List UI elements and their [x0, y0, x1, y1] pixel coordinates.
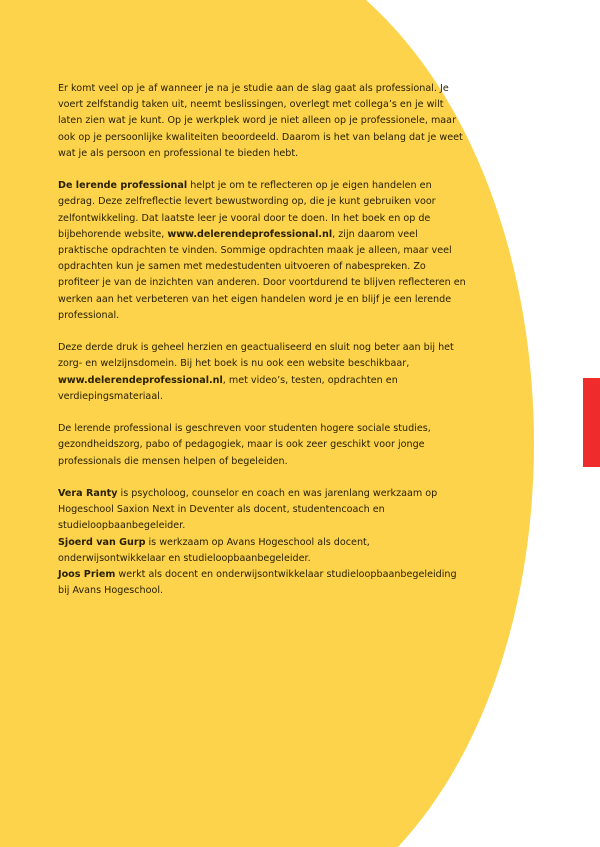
back-cover-text — [58, 81, 468, 599]
red-side-tab — [583, 378, 600, 467]
author-bio — [58, 567, 468, 599]
audience-paragraph: De lerende professional is geschreven voor studenten hogere sociale studies, gezondheidszorg, pabo of pedagogiek, maar is ook zeer geschikt voor jonge professionals die mensen helpen of begeleiden. — [58, 423, 431, 467]
author-bio — [58, 535, 468, 567]
edition-paragraph — [58, 340, 468, 405]
edition-text-continued: , met video’s, testen, opdrachten en verdiepingsmateriaal. — [58, 374, 398, 402]
book-title-bold: De lerende professional — [58, 180, 188, 192]
intro-paragraph: Er komt veel op je af wanneer je na je studie aan de slag gaat als professional. Je voert zelfstandig taken uit, neemt beslissingen, overlegt met collega’s en je wilt laten zien wat je kunt. Op je werkplek word je niet alleen op je professionele, maar ook op je persoonlijke kwaliteiten beoordeeld. Daarom is het van belang dat je weet wat je als persoon en professional te bieden hebt. — [58, 83, 463, 159]
description-text-continued: , zijn daarom veel praktische opdrachten te vinden. Sommige opdrachten maak je alleen, maar veel opdrachten kun je samen met medestudenten uitvoeren of nabespreken. Zo profiteer je van de inzichten van anderen. Door voortdurend te blijven reflecteren en werken aan het verbeteren van het eigen handelen word je en blijf je een lerende professional. — [58, 228, 466, 321]
edition-text: Deze derde druk is geheel herzien en geactualiseerd en sluit nog beter aan bij het zorg- en welzijnsdomein. Bij het boek is nu ook een website beschikbaar, — [58, 342, 454, 370]
book-description-paragraph — [58, 178, 468, 324]
author-bio-text: werkt als docent en onderwijsontwikkelaar studieloopbaanbegeleiding bij Avans Hogeschool. — [58, 569, 457, 597]
description-text: helpt je om te reflecteren op je eigen handelen en gedrag. Deze zelfreflectie levert bewustwording op, die je kunt gebruiken voor zelfontwikkeling. Dat laatste leer je vooral door te doen. In het boek en op de bijbehorende website, — [58, 180, 436, 240]
author-name: Sjoerd van Gurp — [58, 536, 146, 548]
author-bio-text: is psycholoog, counselor en coach en was jarenlang werkzaam op Hogeschool Saxion Next in Deventer als docent, studentencoach en studieloopbaanbegeleider. — [58, 488, 438, 532]
author-name: Joos Priem — [58, 569, 116, 581]
author-name: Vera Ranty — [58, 488, 118, 500]
author-bio-text: is werkzaam op Avans Hogeschool als docent, onderwijsontwikkelaar en studieloopbaanbegeleider. — [58, 536, 370, 564]
website-link-2[interactable]: www.delerendeprofessional.nl — [58, 374, 223, 386]
website-link[interactable]: www.delerendeprofessional.nl — [167, 228, 333, 240]
author-bio — [58, 486, 468, 535]
